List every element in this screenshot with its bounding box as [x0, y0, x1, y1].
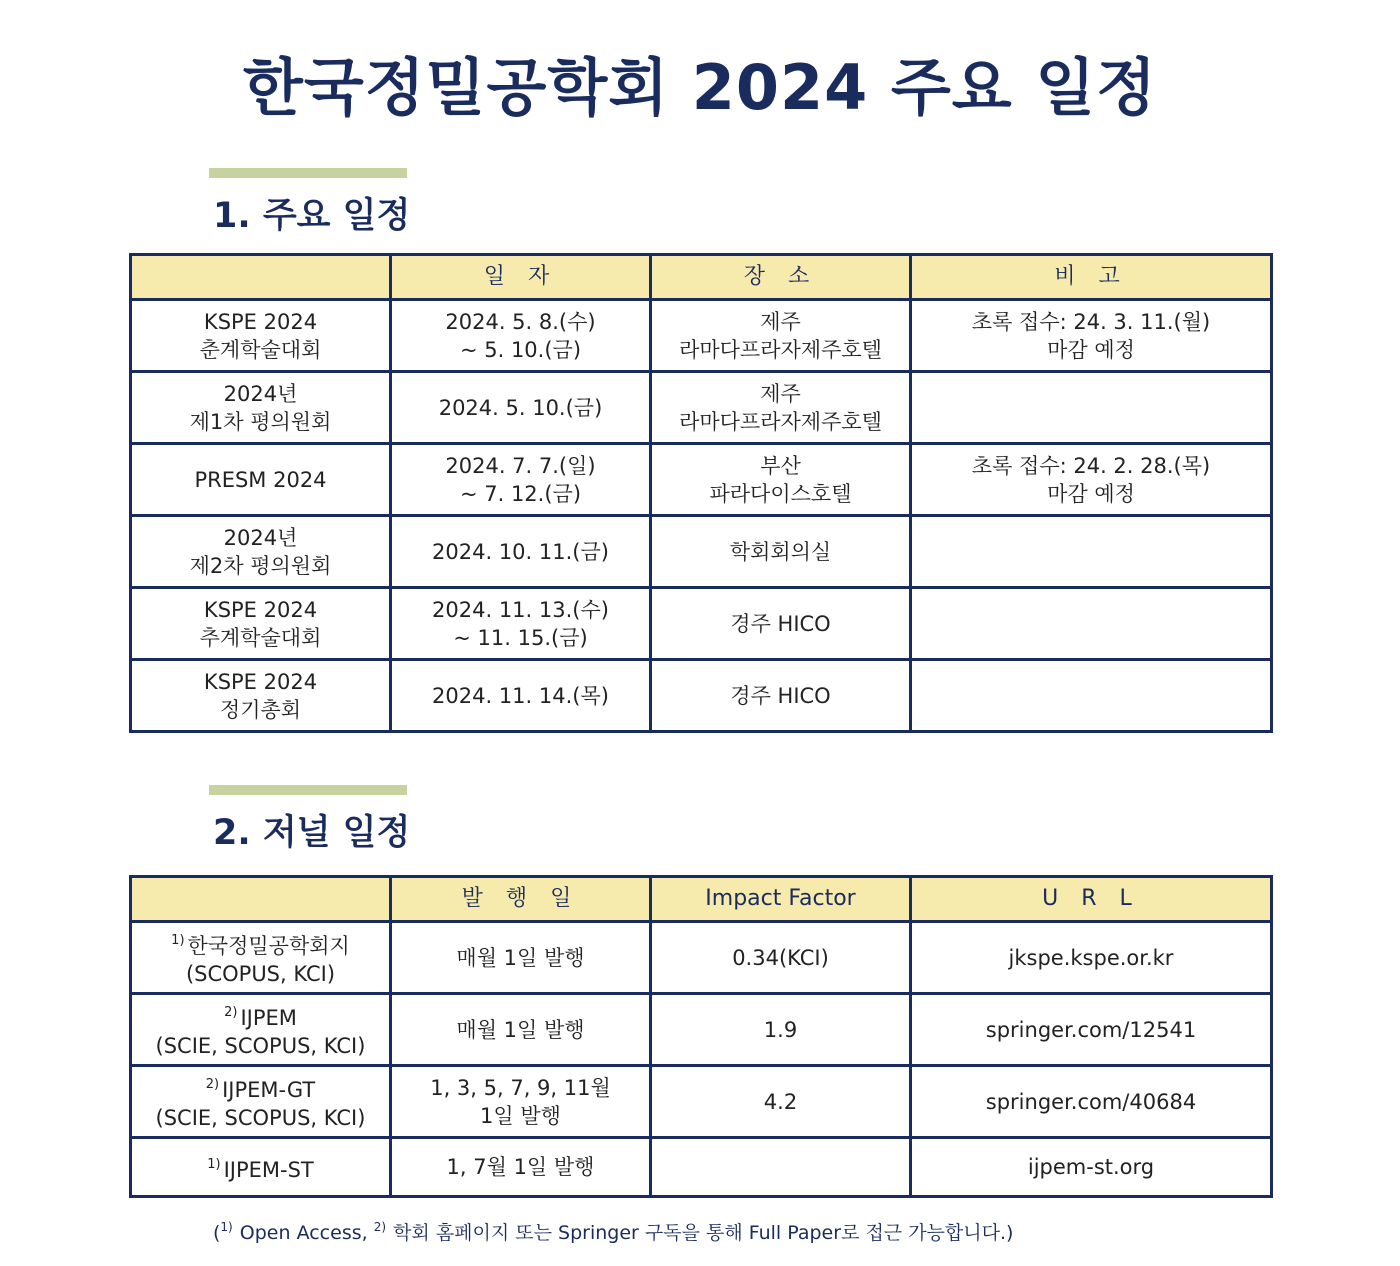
table-row: [131, 1138, 1272, 1197]
journal-url[interactable]: ijpem-st.org: [911, 1138, 1272, 1197]
event-place: 경주 HICO: [651, 660, 911, 732]
footnote-mark: 1): [207, 1156, 221, 1172]
schedule-header-row: [131, 255, 1272, 300]
event-note: [911, 516, 1272, 588]
table-row: [131, 372, 1272, 444]
event-name: PRESM 2024: [131, 444, 391, 516]
journal-impact-factor: [651, 1138, 911, 1197]
event-date: 2024. 11. 14.(목): [391, 660, 651, 732]
event-date: 2024. 11. 13.(수) ~ 11. 15.(금): [391, 588, 651, 660]
section-bar: [209, 168, 407, 178]
table-row: [131, 300, 1272, 372]
event-name: 2024년 제1차 평의원회: [131, 372, 391, 444]
journal-name: $^{1)}$ 한국정밀공학회지 (SCOPUS, KCI): [131, 922, 391, 994]
header-date: 일 자: [391, 255, 651, 300]
table-row: [131, 588, 1272, 660]
table-row: [131, 1066, 1272, 1138]
journal-impact-factor: 0.34(KCI): [651, 922, 911, 994]
journal-issue: 1, 7월 1일 발행: [391, 1138, 651, 1197]
header-impact-factor: Impact Factor: [651, 877, 911, 922]
journal-name: $^{2)}$ IJPEM (SCIE, SCOPUS, KCI): [131, 994, 391, 1066]
header-issue-date: 발 행 일: [391, 877, 651, 922]
page-title: 한국정밀공학회 2024 주요 일정: [242, 51, 1158, 124]
event-note: [911, 660, 1272, 732]
event-note: 초록 접수: 24. 2. 28.(목) 마감 예정: [911, 444, 1272, 516]
table-row: [131, 994, 1272, 1066]
table-row: [131, 516, 1272, 588]
event-place: 제주 라마다프라자제주호텔: [651, 372, 911, 444]
table-row: [131, 660, 1272, 732]
section-bar: [209, 785, 407, 795]
footnote-mark: 1): [171, 933, 185, 948]
journal-url[interactable]: springer.com/40684: [911, 1066, 1272, 1138]
event-place: 경주 HICO: [651, 588, 911, 660]
header-note: 비 고: [911, 255, 1272, 300]
header-place: 장 소: [651, 255, 911, 300]
journal-issue: 1, 3, 5, 7, 9, 11월 1일 발행: [391, 1066, 651, 1138]
footnote-mark: 2): [205, 1077, 220, 1092]
event-name: KSPE 2024 춘계학술대회: [131, 300, 391, 372]
event-name: KSPE 2024 추계학술대회: [131, 588, 391, 660]
footnote-mark: 2): [224, 1005, 238, 1020]
event-date: 2024. 5. 10.(금): [391, 372, 651, 444]
journal-header-row: [131, 877, 1272, 922]
event-date: 2024. 5. 8.(수) ~ 5. 10.(금): [391, 300, 651, 372]
journal-issue: 매월 1일 발행: [391, 922, 651, 994]
event-note: 초록 접수: 24. 3. 11.(월) 마감 예정: [911, 300, 1272, 372]
journal-name: $^{2)}$ IJPEM-GT (SCIE, SCOPUS, KCI): [131, 1066, 391, 1138]
event-place: 학회회의실: [651, 516, 911, 588]
journal-impact-factor: 1.9: [651, 994, 911, 1066]
header-blank: [131, 255, 391, 300]
event-name: KSPE 2024 정기총회: [131, 660, 391, 732]
event-note: [911, 372, 1272, 444]
event-place: 제주 라마다프라자제주호텔: [651, 300, 911, 372]
event-date: 2024. 10. 11.(금): [391, 516, 651, 588]
section-title-journal: 2. 저널 일정: [213, 813, 411, 853]
schedule-table: [129, 253, 1273, 733]
header-url: U R L: [911, 877, 1272, 922]
journal-name: $^{1)}$ IJPEM-ST: [131, 1138, 391, 1197]
header-blank: [131, 877, 391, 922]
footnote: ($^{1)}$ Open Access, $^{2)}$ 학회 홈페이지 또는 Springer 구독을 통해 Full Paper로 접근 가능합니다.): [213, 1220, 1014, 1244]
journal-url[interactable]: springer.com/12541: [911, 994, 1272, 1066]
journal-impact-factor: 4.2: [651, 1066, 911, 1138]
journal-issue: 매월 1일 발행: [391, 994, 651, 1066]
event-note: [911, 588, 1272, 660]
event-name: 2024년 제2차 평의원회: [131, 516, 391, 588]
event-place: 부산 파라다이스호텔: [651, 444, 911, 516]
event-date: 2024. 7. 7.(일) ~ 7. 12.(금): [391, 444, 651, 516]
table-row: [131, 922, 1272, 994]
section-title-schedule: 1. 주요 일정: [213, 196, 411, 236]
table-row: [131, 444, 1272, 516]
journal-url[interactable]: jkspe.kspe.or.kr: [911, 922, 1272, 994]
journal-table: [129, 875, 1273, 1198]
